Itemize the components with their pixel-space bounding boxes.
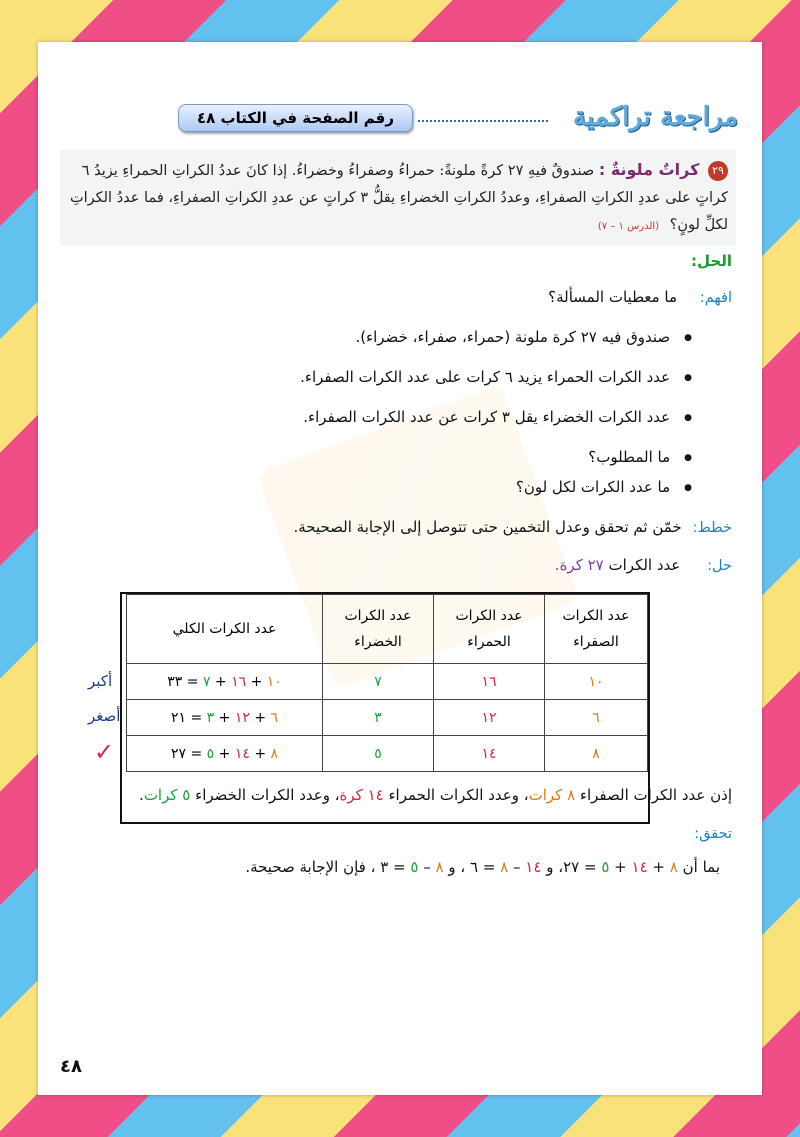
green-cell: ٧ [323, 664, 434, 700]
check-mark-icon: ✓ [94, 738, 115, 766]
dotted-line [418, 120, 548, 122]
check-text: بما أن ٨ + ١٤ + ٥ = ٢٧، و ١٤ – ٨ = ٦ ، و ٨ – ٥ = ٣ ، فإن الإجابة صحيحة. [245, 858, 720, 876]
table-row [127, 664, 648, 700]
red-cell: ١٦ [434, 664, 545, 700]
problem-number: ٢٩ [708, 161, 728, 181]
yellow-cell: ٦ [545, 700, 648, 736]
given-item: ● عدد الكرات الخضراء يقل ٣ كرات عن عدد الكرات الصفراء. [303, 408, 692, 426]
plan-text: خمّن ثم تحقق وعدل التخمين حتى تتوصل إلى الإجابة الصحيحة. [293, 518, 682, 536]
header [58, 102, 738, 138]
table-row [127, 736, 648, 772]
given-item: ● عدد الكرات الحمراء يزيد ٦ كرات على عدد الكرات الصفراء. [300, 368, 692, 386]
given-item: ● صندوق فيه ٢٧ كرة ملونة (حمراء، صفراء، خضراء). [355, 328, 692, 346]
problem-title: كراتٌ ملونةٌ : [598, 160, 700, 179]
solve-value: ٢٧ كرة. [554, 556, 604, 574]
page-number: ٤٨ [60, 1056, 82, 1077]
table-header-row [127, 595, 648, 664]
required-item: ● ما عدد الكرات لكل لون؟ [516, 478, 692, 496]
green-cell: ٥ [323, 736, 434, 772]
yellow-cell: ٨ [545, 736, 648, 772]
solve-label: حل: [707, 558, 732, 574]
solution-label: الحل: [691, 252, 732, 270]
required-question: ● ما المطلوب؟ [588, 448, 692, 466]
header-yellow: عدد الكرات الصفراء [545, 595, 648, 664]
total-cell: ١٠ + ١٦ + ٧ = ٣٣ [127, 664, 323, 700]
understand-label: افهم: [699, 290, 732, 306]
note-smaller: أصغر [88, 707, 121, 725]
problem-box [60, 150, 736, 246]
yellow-cell: ١٠ [545, 664, 648, 700]
check-label: تحقق: [694, 826, 732, 842]
green-cell: ٣ [323, 700, 434, 736]
total-cell: ٨ + ١٤ + ٥ = ٢٧ [127, 736, 323, 772]
lesson-ref: (الدرس ١ – ٧) [597, 221, 660, 232]
guess-table [126, 594, 648, 772]
problem-text: صندوقٌ فيهِ ٢٧ كرةً ملونةً: حمراءُ وصفراءُ وخضراءُ. إذا كانَ عددُ الكراتِ الحمراءِ يزيدُ ٦ كراتٍ على عددِ الكراتِ الصفراءِ، وعددُ الكراتِ الخضراءِ يقلُّ ٣ كراتٍ عن عددِ الكراتِ الصفراءِ، فما عددُ الكراتِ لكلِّ لونٍ؟ [69, 163, 728, 233]
review-title: مراجعة تراكمية [572, 102, 738, 132]
note-bigger: أكبر [88, 672, 113, 690]
red-cell: ١٢ [434, 700, 545, 736]
header-red: عدد الكرات الحمراء [434, 595, 545, 664]
table-row [127, 700, 648, 736]
givens-question: ما معطيات المسألة؟ [548, 288, 678, 306]
page-ref-badge: رقم الصفحة في الكتاب ٤٨ [178, 104, 413, 132]
solve-text: عدد الكرات [608, 556, 681, 574]
plan-label: خطط: [692, 520, 732, 536]
header-total: عدد الكرات الكلي [127, 595, 323, 664]
header-green: عدد الكرات الخضراء [323, 595, 434, 664]
red-cell: ١٤ [434, 736, 545, 772]
page: مراجعة تراكمية رقم الصفحة في الكتاب ٤٨ ٢٩ كراتٌ ملونةٌ : صندوقٌ فيهِ ٢٧ كرةً ملونةً: حمراءُ وصفراءُ وخضراءُ. إذا كانَ عددُ الكراتِ الحمراءِ يزيدُ ٦ كراتٍ على عددِ الكراتِ الصفراءِ، وعددُ الكراتِ الخضراءِ يقلُّ ٣ كراتٍ عن عددِ الكراتِ الصفراءِ، فما عددُ الكراتِ لكلِّ لونٍ؟ (الدرس ١ – ٧) الحل: افهم: ما معطيات المسألة؟ ● صندوق فيه ٢٧ كرة ملونة (حمراء، صفراء، خضراء). ● عدد الكرات الحمراء يزيد ٦ كرات على عدد الكرات الصفراء. ● عدد الكرات الخضراء يقل ٣ كرات عن عدد الكرات الصفراء. ● ما المطلوب؟ ● ما عدد الكرات لكل لون؟ خطط: خمّن ثم تحقق وعدل التخمين حتى تتوصل إلى الإجابة الصحيحة. حل: عدد الكرات ٢٧ كرة. عدد الكرات الصفراء عدد الكرات الحمراء عدد الكرات الخضراء عدد الكرات الكلي ١٠ ١٦ ٧ ١٠ + ١٦ + ٧ = ٣٣ ٦ ١٢ ٣ ٦ + ١٢ + ٣ = ٢١ ٨ ١٤ ٥ ٨ + ١٤ + ٥ = ٢٧ أكبر أصغر ✓ إذن عدد الكرات الصفراء ٨ كرات، وعدد الكرات الحمراء ١٤ كرة، وعدد الكرات الخضراء ٥ كرات. تحقق: بما أن ٨ + ١٤ + ٥ = ٢٧، و ١٤ – ٨ = ٦ ، و ٨ – ٥ = ٣ ، فإن الإجابة صحيحة. ٤٨ [38, 42, 762, 1095]
total-cell: ٦ + ١٢ + ٣ = ٢١ [127, 700, 323, 736]
